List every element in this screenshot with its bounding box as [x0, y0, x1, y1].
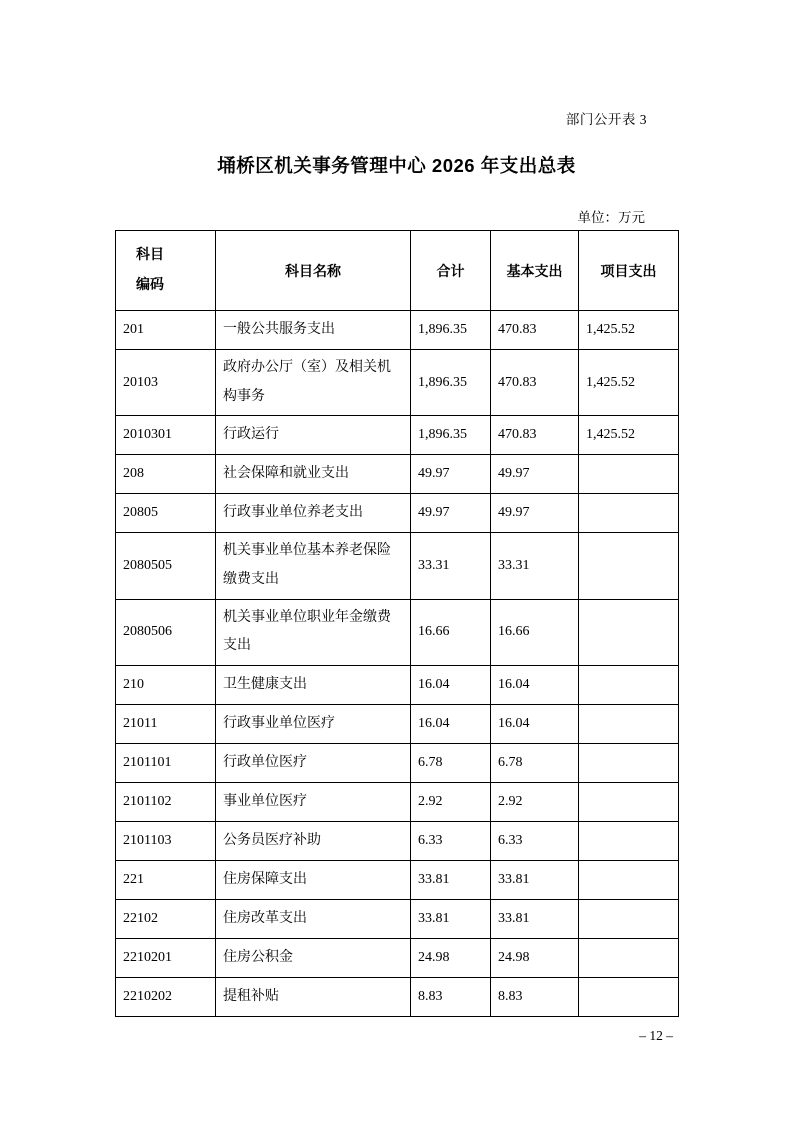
cell-name: 机关事业单位职业年金缴费支出 [216, 599, 411, 665]
page-number: – 12 – [639, 1028, 673, 1043]
cell-name: 行政运行 [216, 416, 411, 455]
cell-total: 49.97 [411, 455, 491, 494]
cell-total: 16.04 [411, 705, 491, 744]
cell-code: 21011 [116, 705, 216, 744]
cell-name: 提租补贴 [216, 978, 411, 1017]
cell-project [579, 978, 679, 1017]
cell-code: 22102 [116, 900, 216, 939]
table-row [116, 416, 679, 455]
cell-basic: 16.04 [491, 705, 579, 744]
table-row [116, 311, 679, 350]
cell-name: 卫生健康支出 [216, 666, 411, 705]
cell-code: 20103 [116, 350, 216, 416]
cell-project [579, 666, 679, 705]
cell-code: 210 [116, 666, 216, 705]
table-row [116, 705, 679, 744]
unit-note: 单位：万元 [577, 210, 645, 225]
expenditure-table [115, 230, 679, 1017]
table-row [116, 939, 679, 978]
cell-code: 208 [116, 455, 216, 494]
table-row [116, 861, 679, 900]
table-row [116, 599, 679, 665]
cell-project [579, 783, 679, 822]
cell-project: 1,425.52 [579, 350, 679, 416]
header-note: 部门公开表 3 [565, 112, 647, 127]
cell-project [579, 599, 679, 665]
table-row [116, 978, 679, 1017]
cell-code: 2080506 [116, 599, 216, 665]
cell-name: 机关事业单位基本养老保险缴费支出 [216, 533, 411, 599]
cell-basic: 49.97 [491, 494, 579, 533]
cell-project: 1,425.52 [579, 311, 679, 350]
page-title: 埇桥区机关事务管理中心 2026 年支出总表 [217, 155, 576, 176]
cell-project [579, 744, 679, 783]
cell-basic: 8.83 [491, 978, 579, 1017]
cell-project [579, 455, 679, 494]
cell-code: 201 [116, 311, 216, 350]
cell-project [579, 705, 679, 744]
cell-basic: 470.83 [491, 350, 579, 416]
header-subject-code [116, 231, 216, 311]
cell-code: 2010301 [116, 416, 216, 455]
cell-total: 33.31 [411, 533, 491, 599]
table-row [116, 533, 679, 599]
header-row [116, 231, 679, 311]
cell-basic: 16.04 [491, 666, 579, 705]
cell-basic: 16.66 [491, 599, 579, 665]
cell-name: 行政事业单位医疗 [216, 705, 411, 744]
cell-basic: 470.83 [491, 311, 579, 350]
cell-total: 33.81 [411, 861, 491, 900]
cell-total: 16.66 [411, 599, 491, 665]
cell-name: 社会保障和就业支出 [216, 455, 411, 494]
cell-name: 行政事业单位养老支出 [216, 494, 411, 533]
table-row [116, 455, 679, 494]
cell-basic: 33.31 [491, 533, 579, 599]
table-body [116, 311, 679, 1017]
table-row [116, 822, 679, 861]
cell-project [579, 861, 679, 900]
header-project-expenditure: 项目支出 [579, 231, 679, 311]
cell-name: 公务员医疗补助 [216, 822, 411, 861]
cell-code: 2101103 [116, 822, 216, 861]
header-subject-code-line1: 科目 [136, 247, 164, 263]
cell-total: 6.78 [411, 744, 491, 783]
header-subject-name: 科目名称 [216, 231, 411, 311]
cell-name: 一般公共服务支出 [216, 311, 411, 350]
cell-basic: 6.33 [491, 822, 579, 861]
cell-basic: 2.92 [491, 783, 579, 822]
cell-name: 住房改革支出 [216, 900, 411, 939]
cell-basic: 49.97 [491, 455, 579, 494]
cell-total: 49.97 [411, 494, 491, 533]
cell-total: 8.83 [411, 978, 491, 1017]
cell-project [579, 822, 679, 861]
cell-project [579, 900, 679, 939]
cell-name: 政府办公厅（室）及相关机构事务 [216, 350, 411, 416]
cell-project: 1,425.52 [579, 416, 679, 455]
cell-name: 住房保障支出 [216, 861, 411, 900]
expenditure-table-container [115, 230, 679, 1017]
cell-total: 6.33 [411, 822, 491, 861]
cell-project [579, 939, 679, 978]
cell-basic: 33.81 [491, 861, 579, 900]
cell-project [579, 494, 679, 533]
cell-total: 2.92 [411, 783, 491, 822]
cell-basic: 6.78 [491, 744, 579, 783]
cell-code: 2101101 [116, 744, 216, 783]
cell-code: 2101102 [116, 783, 216, 822]
table-row [116, 783, 679, 822]
header-subject-code-line2: 编码 [136, 277, 164, 293]
cell-name: 住房公积金 [216, 939, 411, 978]
cell-total: 24.98 [411, 939, 491, 978]
cell-code: 20805 [116, 494, 216, 533]
table-row [116, 494, 679, 533]
cell-total: 1,896.35 [411, 416, 491, 455]
table-row [116, 900, 679, 939]
table-row [116, 744, 679, 783]
cell-total: 33.81 [411, 900, 491, 939]
table-row [116, 350, 679, 416]
cell-basic: 33.81 [491, 900, 579, 939]
cell-total: 16.04 [411, 666, 491, 705]
cell-basic: 24.98 [491, 939, 579, 978]
cell-total: 1,896.35 [411, 350, 491, 416]
header-total: 合计 [411, 231, 491, 311]
cell-basic: 470.83 [491, 416, 579, 455]
cell-total: 1,896.35 [411, 311, 491, 350]
table-header [116, 231, 679, 311]
cell-project [579, 533, 679, 599]
cell-code: 221 [116, 861, 216, 900]
cell-name: 行政单位医疗 [216, 744, 411, 783]
table-row [116, 666, 679, 705]
cell-code: 2080505 [116, 533, 216, 599]
cell-code: 2210201 [116, 939, 216, 978]
cell-name: 事业单位医疗 [216, 783, 411, 822]
cell-code: 2210202 [116, 978, 216, 1017]
header-basic-expenditure: 基本支出 [491, 231, 579, 311]
